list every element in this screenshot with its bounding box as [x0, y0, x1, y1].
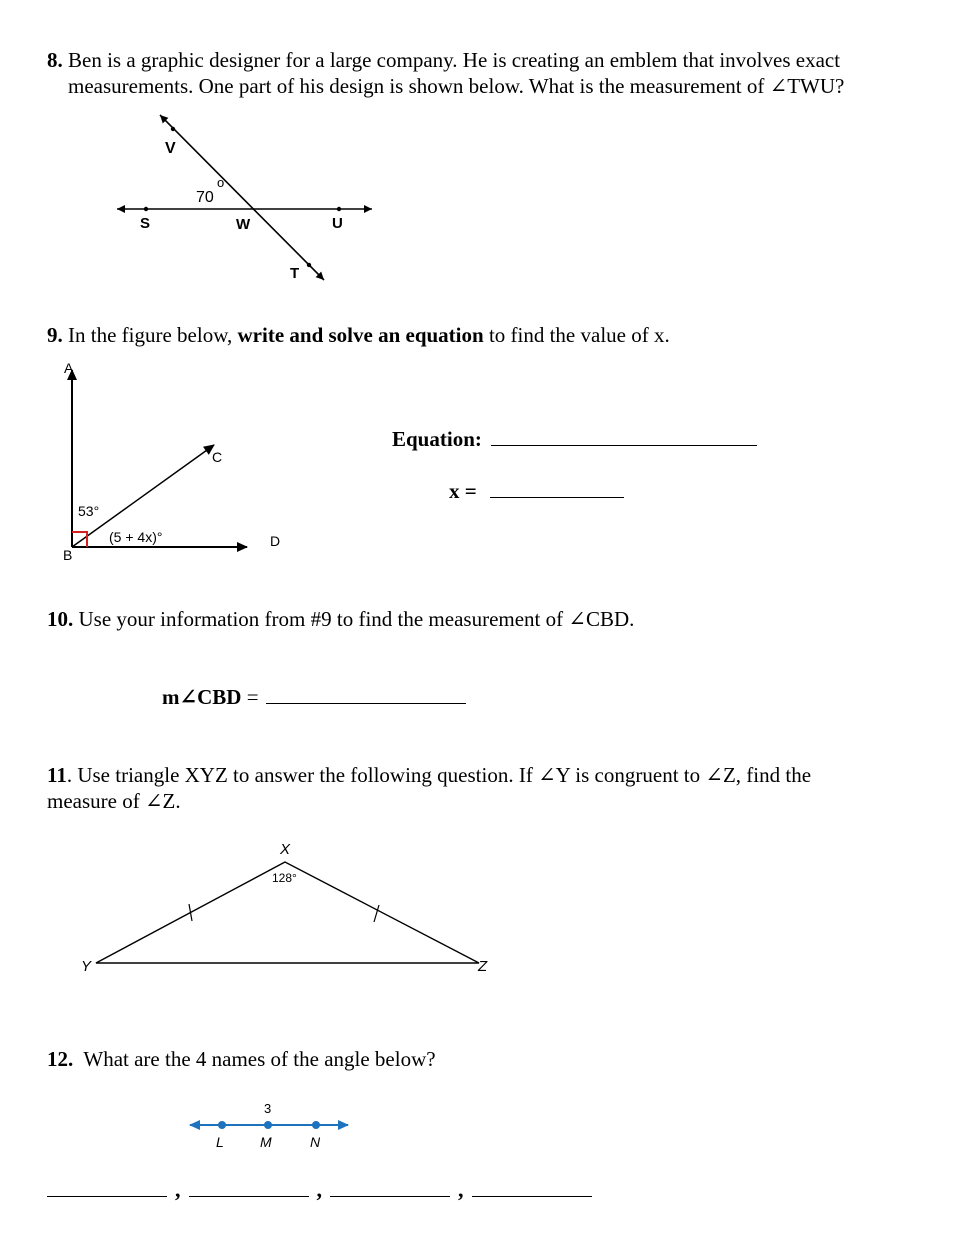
- cbd-answer-line: [162, 684, 466, 711]
- question-9-text-after: to find the value of x.: [488, 323, 670, 347]
- question-8-number: 8.: [47, 48, 63, 72]
- question-9-text: [47, 322, 670, 349]
- question-12-body: What are the 4 names of the angle below?: [83, 1047, 436, 1071]
- angle-70-label: 70: [196, 189, 214, 206]
- question-8-line-2: measurements. One part of his design is shown below. What is the measurement of ∠TWU?: [68, 74, 845, 98]
- point-n: [312, 1121, 320, 1129]
- cbd-equals: =: [241, 685, 259, 709]
- question-10-number: 10.: [47, 607, 74, 631]
- label-b: B: [63, 547, 73, 563]
- point-s: [144, 207, 148, 211]
- x-answer-blank[interactable]: [490, 497, 624, 498]
- question-11-line-2: measure of ∠Z.: [47, 789, 181, 813]
- angle-name-blank-4[interactable]: [472, 1196, 592, 1197]
- angle-abc-label: 53°: [78, 503, 100, 519]
- question-10-body: Use your information from #9 to find the measurement of ∠CBD.: [78, 607, 635, 631]
- x-answer-line: [449, 478, 624, 505]
- label-c: C: [212, 449, 223, 465]
- label-m: M: [260, 1134, 272, 1150]
- angle-cbd-label: (5 + 4x)°: [109, 529, 163, 545]
- label-x: X: [280, 841, 291, 858]
- label-d: D: [270, 533, 281, 549]
- cbd-answer-blank[interactable]: [266, 703, 466, 704]
- point-l: [218, 1121, 226, 1129]
- question-11-text: [47, 762, 811, 789]
- label-v: V: [165, 140, 176, 157]
- equation-line: [392, 426, 757, 453]
- label-n: N: [310, 1134, 321, 1150]
- angle-name-blank-2[interactable]: [189, 1196, 309, 1197]
- question-12-number: 12.: [47, 1047, 74, 1071]
- question-10-text: [47, 606, 634, 633]
- cbd-label: m∠CBD: [162, 685, 242, 709]
- point-m: [264, 1121, 272, 1129]
- question-9-text-bold: write and solve an equation: [237, 323, 484, 347]
- line-vt: [160, 115, 324, 280]
- q12-figure: [185, 1098, 355, 1158]
- label-l: L: [216, 1134, 224, 1150]
- question-9-number: 9.: [47, 323, 63, 347]
- point-u: [337, 207, 341, 211]
- separator-2: ,: [316, 1177, 322, 1202]
- angle-name-blank-3[interactable]: [330, 1196, 450, 1197]
- label-u: U: [332, 215, 343, 232]
- label-y: Y: [81, 958, 92, 975]
- angle-x-label: 128°: [272, 871, 297, 885]
- question-12-text: [47, 1046, 436, 1073]
- label-a: A: [64, 360, 74, 376]
- question-9-text-before: In the figure below,: [68, 323, 233, 347]
- question-11-number: 11: [47, 763, 67, 787]
- angle-names-answer-row: [47, 1176, 592, 1203]
- label-angle-3: 3: [264, 1101, 272, 1116]
- label-s: S: [140, 215, 151, 232]
- tick-mark-xz: [374, 905, 379, 922]
- question-8-line-1: Ben is a graphic designer for a large company. He is creating an emblem that involves exact: [68, 48, 841, 72]
- equation-label: Equation:: [392, 427, 482, 451]
- question-11-line-1: . Use triangle XYZ to answer the following question. If ∠Y is congruent to ∠Z, find the: [66, 763, 812, 787]
- question-8-text: [47, 47, 840, 74]
- q11-figure: [75, 832, 500, 980]
- label-w: W: [236, 216, 251, 233]
- label-t: T: [290, 265, 300, 282]
- point-v: [171, 127, 175, 131]
- equation-answer-blank[interactable]: [491, 445, 757, 446]
- x-label: x =: [449, 479, 477, 503]
- degree-mark: o: [217, 175, 225, 190]
- point-t: [307, 263, 311, 267]
- q9-figure: [55, 358, 300, 568]
- separator-1: ,: [175, 1177, 181, 1202]
- label-z: Z: [478, 958, 488, 975]
- q8-figure: [110, 110, 380, 285]
- angle-name-blank-1[interactable]: [47, 1196, 167, 1197]
- separator-3: ,: [458, 1177, 464, 1202]
